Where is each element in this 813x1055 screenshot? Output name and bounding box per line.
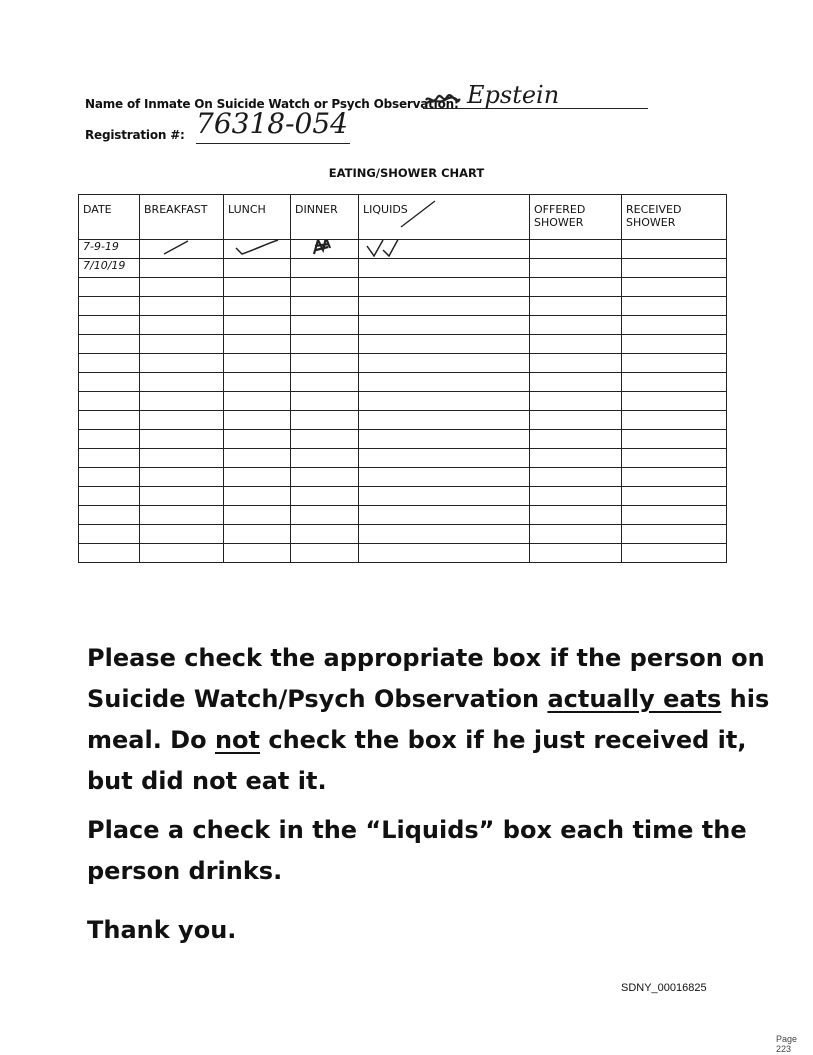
eating-shower-table xyxy=(78,194,727,563)
liquids-cell[interactable] xyxy=(359,487,530,506)
dinner-cell[interactable] xyxy=(291,335,359,354)
instruction-line: Place a check in the “Liquids” box each time the xyxy=(87,816,747,844)
column-header-received-shower: RECEIVED SHOWER xyxy=(622,195,727,240)
liquids-cell[interactable] xyxy=(359,525,530,544)
table-row xyxy=(79,354,727,373)
table-row xyxy=(79,544,727,563)
breakfast-cell[interactable] xyxy=(140,373,224,392)
inmate-name-label: Name of Inmate On Suicide Watch or Psych Observation: xyxy=(85,97,459,111)
lunch-cell[interactable] xyxy=(224,506,291,525)
empty-rows xyxy=(79,278,727,563)
dinner-cell[interactable] xyxy=(291,430,359,449)
lunch-cell[interactable] xyxy=(224,544,291,563)
breakfast-cell[interactable] xyxy=(140,468,224,487)
offered-shower-cell[interactable] xyxy=(530,297,622,316)
dinner-cell[interactable] xyxy=(291,373,359,392)
received-shower-cell[interactable] xyxy=(622,392,727,411)
liquids-cell[interactable] xyxy=(359,335,530,354)
dinner-cell[interactable] xyxy=(291,259,359,278)
table-row xyxy=(79,373,727,392)
lunch-cell[interactable] xyxy=(224,297,291,316)
table-row xyxy=(79,392,727,411)
dinner-cell[interactable] xyxy=(291,525,359,544)
liquids-cell[interactable] xyxy=(359,411,530,430)
liquids-cell[interactable] xyxy=(359,259,530,278)
dinner-cell[interactable] xyxy=(291,544,359,563)
date-cell[interactable] xyxy=(79,506,140,525)
registration-field[interactable] xyxy=(196,108,350,144)
breakfast-cell[interactable] xyxy=(140,354,224,373)
lunch-cell[interactable] xyxy=(224,259,291,278)
check-mark-icon xyxy=(162,240,192,257)
received-shower-cell[interactable] xyxy=(622,297,727,316)
table-row xyxy=(79,297,727,316)
liquids-cell[interactable] xyxy=(359,240,530,259)
table-row xyxy=(79,525,727,544)
breakfast-cell[interactable] xyxy=(140,449,224,468)
date-cell[interactable] xyxy=(79,297,140,316)
lunch-cell[interactable] xyxy=(224,411,291,430)
breakfast-cell[interactable] xyxy=(140,430,224,449)
lunch-cell[interactable] xyxy=(224,468,291,487)
column-header-lunch: LUNCH xyxy=(224,195,291,240)
lunch-cell[interactable] xyxy=(224,487,291,506)
offered-shower-cell[interactable] xyxy=(530,259,622,278)
scribble-mark-icon xyxy=(311,240,333,257)
lunch-cell[interactable] xyxy=(224,525,291,544)
lunch-cell[interactable] xyxy=(224,392,291,411)
received-shower-cell[interactable] xyxy=(622,544,727,563)
liquids-cell[interactable] xyxy=(359,354,530,373)
liquids-cell[interactable] xyxy=(359,449,530,468)
breakfast-cell[interactable] xyxy=(140,297,224,316)
table-row xyxy=(79,506,727,525)
liquids-cell[interactable] xyxy=(359,392,530,411)
document-id: SDNY_00016825 xyxy=(621,982,707,994)
date-cell[interactable] xyxy=(79,430,140,449)
column-header-dinner: DINNER xyxy=(291,195,359,240)
instruction-emphasis: actually eats xyxy=(547,685,722,713)
date-cell[interactable] xyxy=(79,354,140,373)
date-cell[interactable] xyxy=(79,487,140,506)
lunch-cell[interactable] xyxy=(224,316,291,335)
received-shower-cell[interactable] xyxy=(622,525,727,544)
received-shower-cell[interactable] xyxy=(622,316,727,335)
breakfast-cell[interactable] xyxy=(140,335,224,354)
received-shower-cell[interactable] xyxy=(622,430,727,449)
date-cell[interactable] xyxy=(79,335,140,354)
received-shower-cell[interactable] xyxy=(622,278,727,297)
date-cell[interactable] xyxy=(79,525,140,544)
table-row xyxy=(79,487,727,506)
liquids-cell[interactable] xyxy=(359,506,530,525)
date-cell[interactable] xyxy=(79,373,140,392)
column-header-offered-shower: OFFERED SHOWER xyxy=(530,195,622,240)
offered-shower-cell[interactable] xyxy=(530,468,622,487)
liquids-cell[interactable] xyxy=(359,468,530,487)
instruction-text: Suicide Watch/Psych Observation xyxy=(87,685,548,713)
double-check-mark-icon xyxy=(365,240,425,259)
dinner-cell[interactable] xyxy=(291,487,359,506)
table-header-row xyxy=(79,195,727,240)
chart-title: EATING/SHOWER CHART xyxy=(328,166,485,180)
dinner-cell[interactable] xyxy=(291,449,359,468)
table-row xyxy=(79,449,727,468)
inmate-name-field[interactable] xyxy=(423,83,648,109)
column-header-liquids-text: LIQUIDS xyxy=(363,203,408,216)
offered-shower-cell[interactable] xyxy=(530,316,622,335)
offered-shower-cell[interactable] xyxy=(530,411,622,430)
received-shower-cell[interactable] xyxy=(622,259,727,278)
offered-shower-cell[interactable] xyxy=(530,430,622,449)
dinner-cell[interactable] xyxy=(291,316,359,335)
table-row xyxy=(79,240,727,259)
lunch-cell[interactable] xyxy=(224,430,291,449)
received-shower-cell[interactable] xyxy=(622,468,727,487)
breakfast-cell[interactable] xyxy=(140,525,224,544)
received-shower-cell[interactable] xyxy=(622,487,727,506)
column-header-breakfast: BREAKFAST xyxy=(140,195,224,240)
offered-shower-cell[interactable] xyxy=(530,278,622,297)
instruction-paragraph-1 xyxy=(87,638,769,802)
inmate-name-value: Epstein xyxy=(467,81,560,109)
instruction-line: person drinks. xyxy=(87,857,283,885)
received-shower-cell[interactable] xyxy=(622,354,727,373)
breakfast-cell[interactable] xyxy=(140,506,224,525)
breakfast-cell[interactable] xyxy=(140,487,224,506)
offered-shower-cell[interactable] xyxy=(530,506,622,525)
liquids-cell[interactable] xyxy=(359,278,530,297)
offered-shower-cell[interactable] xyxy=(530,525,622,544)
table-row xyxy=(79,278,727,297)
instruction-text: his xyxy=(721,685,770,713)
date-cell[interactable] xyxy=(79,468,140,487)
received-shower-cell[interactable] xyxy=(622,335,727,354)
instruction-line xyxy=(87,720,769,761)
dinner-cell[interactable] xyxy=(291,506,359,525)
date-cell[interactable]: 7/10/19 xyxy=(79,259,140,278)
liquids-cell[interactable] xyxy=(359,316,530,335)
liquids-cell[interactable] xyxy=(359,297,530,316)
liquids-cell[interactable] xyxy=(359,544,530,563)
instruction-line: but did not eat it. xyxy=(87,767,327,795)
dinner-cell[interactable] xyxy=(291,411,359,430)
dinner-cell[interactable] xyxy=(291,468,359,487)
table-row xyxy=(79,468,727,487)
instruction-text: meal. Do xyxy=(87,726,215,754)
registration-underline xyxy=(196,143,350,144)
breakfast-cell[interactable] xyxy=(140,392,224,411)
table-row xyxy=(79,316,727,335)
received-shower-cell[interactable] xyxy=(622,506,727,525)
breakfast-cell[interactable] xyxy=(140,240,224,259)
breakfast-cell[interactable] xyxy=(140,544,224,563)
offered-shower-cell[interactable] xyxy=(530,335,622,354)
dinner-cell[interactable] xyxy=(291,392,359,411)
dinner-cell[interactable] xyxy=(291,278,359,297)
offered-shower-cell[interactable] xyxy=(530,544,622,563)
table-row xyxy=(79,335,727,354)
date-cell[interactable] xyxy=(79,544,140,563)
registration-label: Registration #: xyxy=(85,128,185,142)
dinner-cell[interactable] xyxy=(291,297,359,316)
table-row xyxy=(79,259,727,278)
date-cell[interactable] xyxy=(79,392,140,411)
received-shower-cell[interactable] xyxy=(622,449,727,468)
offered-shower-cell[interactable] xyxy=(530,354,622,373)
instruction-paragraph-2 xyxy=(87,810,747,892)
instruction-line: Please check the appropriate box if the person on xyxy=(87,644,765,672)
date-cell[interactable] xyxy=(79,316,140,335)
redaction-scribble xyxy=(425,93,461,105)
thank-you-text: Thank you. xyxy=(87,916,237,944)
offered-shower-cell[interactable] xyxy=(530,392,622,411)
lunch-cell[interactable] xyxy=(224,373,291,392)
liquids-header-slash xyxy=(399,199,439,229)
check-mark-icon xyxy=(234,240,280,257)
offered-shower-cell[interactable] xyxy=(530,487,622,506)
received-shower-cell[interactable] xyxy=(622,240,727,259)
dinner-cell[interactable] xyxy=(291,240,359,259)
breakfast-cell[interactable] xyxy=(140,278,224,297)
registration-value: 76318-054 xyxy=(196,107,348,140)
lunch-cell[interactable] xyxy=(224,335,291,354)
table-row xyxy=(79,411,727,430)
received-shower-cell[interactable] xyxy=(622,373,727,392)
date-cell[interactable]: 7-9-19 xyxy=(79,240,140,259)
date-cell[interactable] xyxy=(79,278,140,297)
received-shower-cell[interactable] xyxy=(622,411,727,430)
offered-shower-cell[interactable] xyxy=(530,373,622,392)
lunch-cell[interactable] xyxy=(224,240,291,259)
page-number: Page 223 xyxy=(776,1034,798,1054)
offered-shower-cell[interactable] xyxy=(530,240,622,259)
lunch-cell[interactable] xyxy=(224,449,291,468)
liquids-cell[interactable] xyxy=(359,430,530,449)
instruction-text: check the box if he just received it, xyxy=(260,726,747,754)
column-header-date: DATE xyxy=(79,195,140,240)
liquids-cell[interactable] xyxy=(359,373,530,392)
lunch-cell[interactable] xyxy=(224,354,291,373)
column-header-liquids xyxy=(359,195,530,240)
date-cell[interactable] xyxy=(79,449,140,468)
instruction-emphasis: not xyxy=(214,726,260,754)
dinner-cell[interactable] xyxy=(291,354,359,373)
table-row xyxy=(79,430,727,449)
breakfast-cell[interactable] xyxy=(140,411,224,430)
date-cell[interactable] xyxy=(79,411,140,430)
breakfast-cell[interactable] xyxy=(140,316,224,335)
breakfast-cell[interactable] xyxy=(140,259,224,278)
offered-shower-cell[interactable] xyxy=(530,449,622,468)
instruction-line xyxy=(87,679,769,720)
lunch-cell[interactable] xyxy=(224,278,291,297)
